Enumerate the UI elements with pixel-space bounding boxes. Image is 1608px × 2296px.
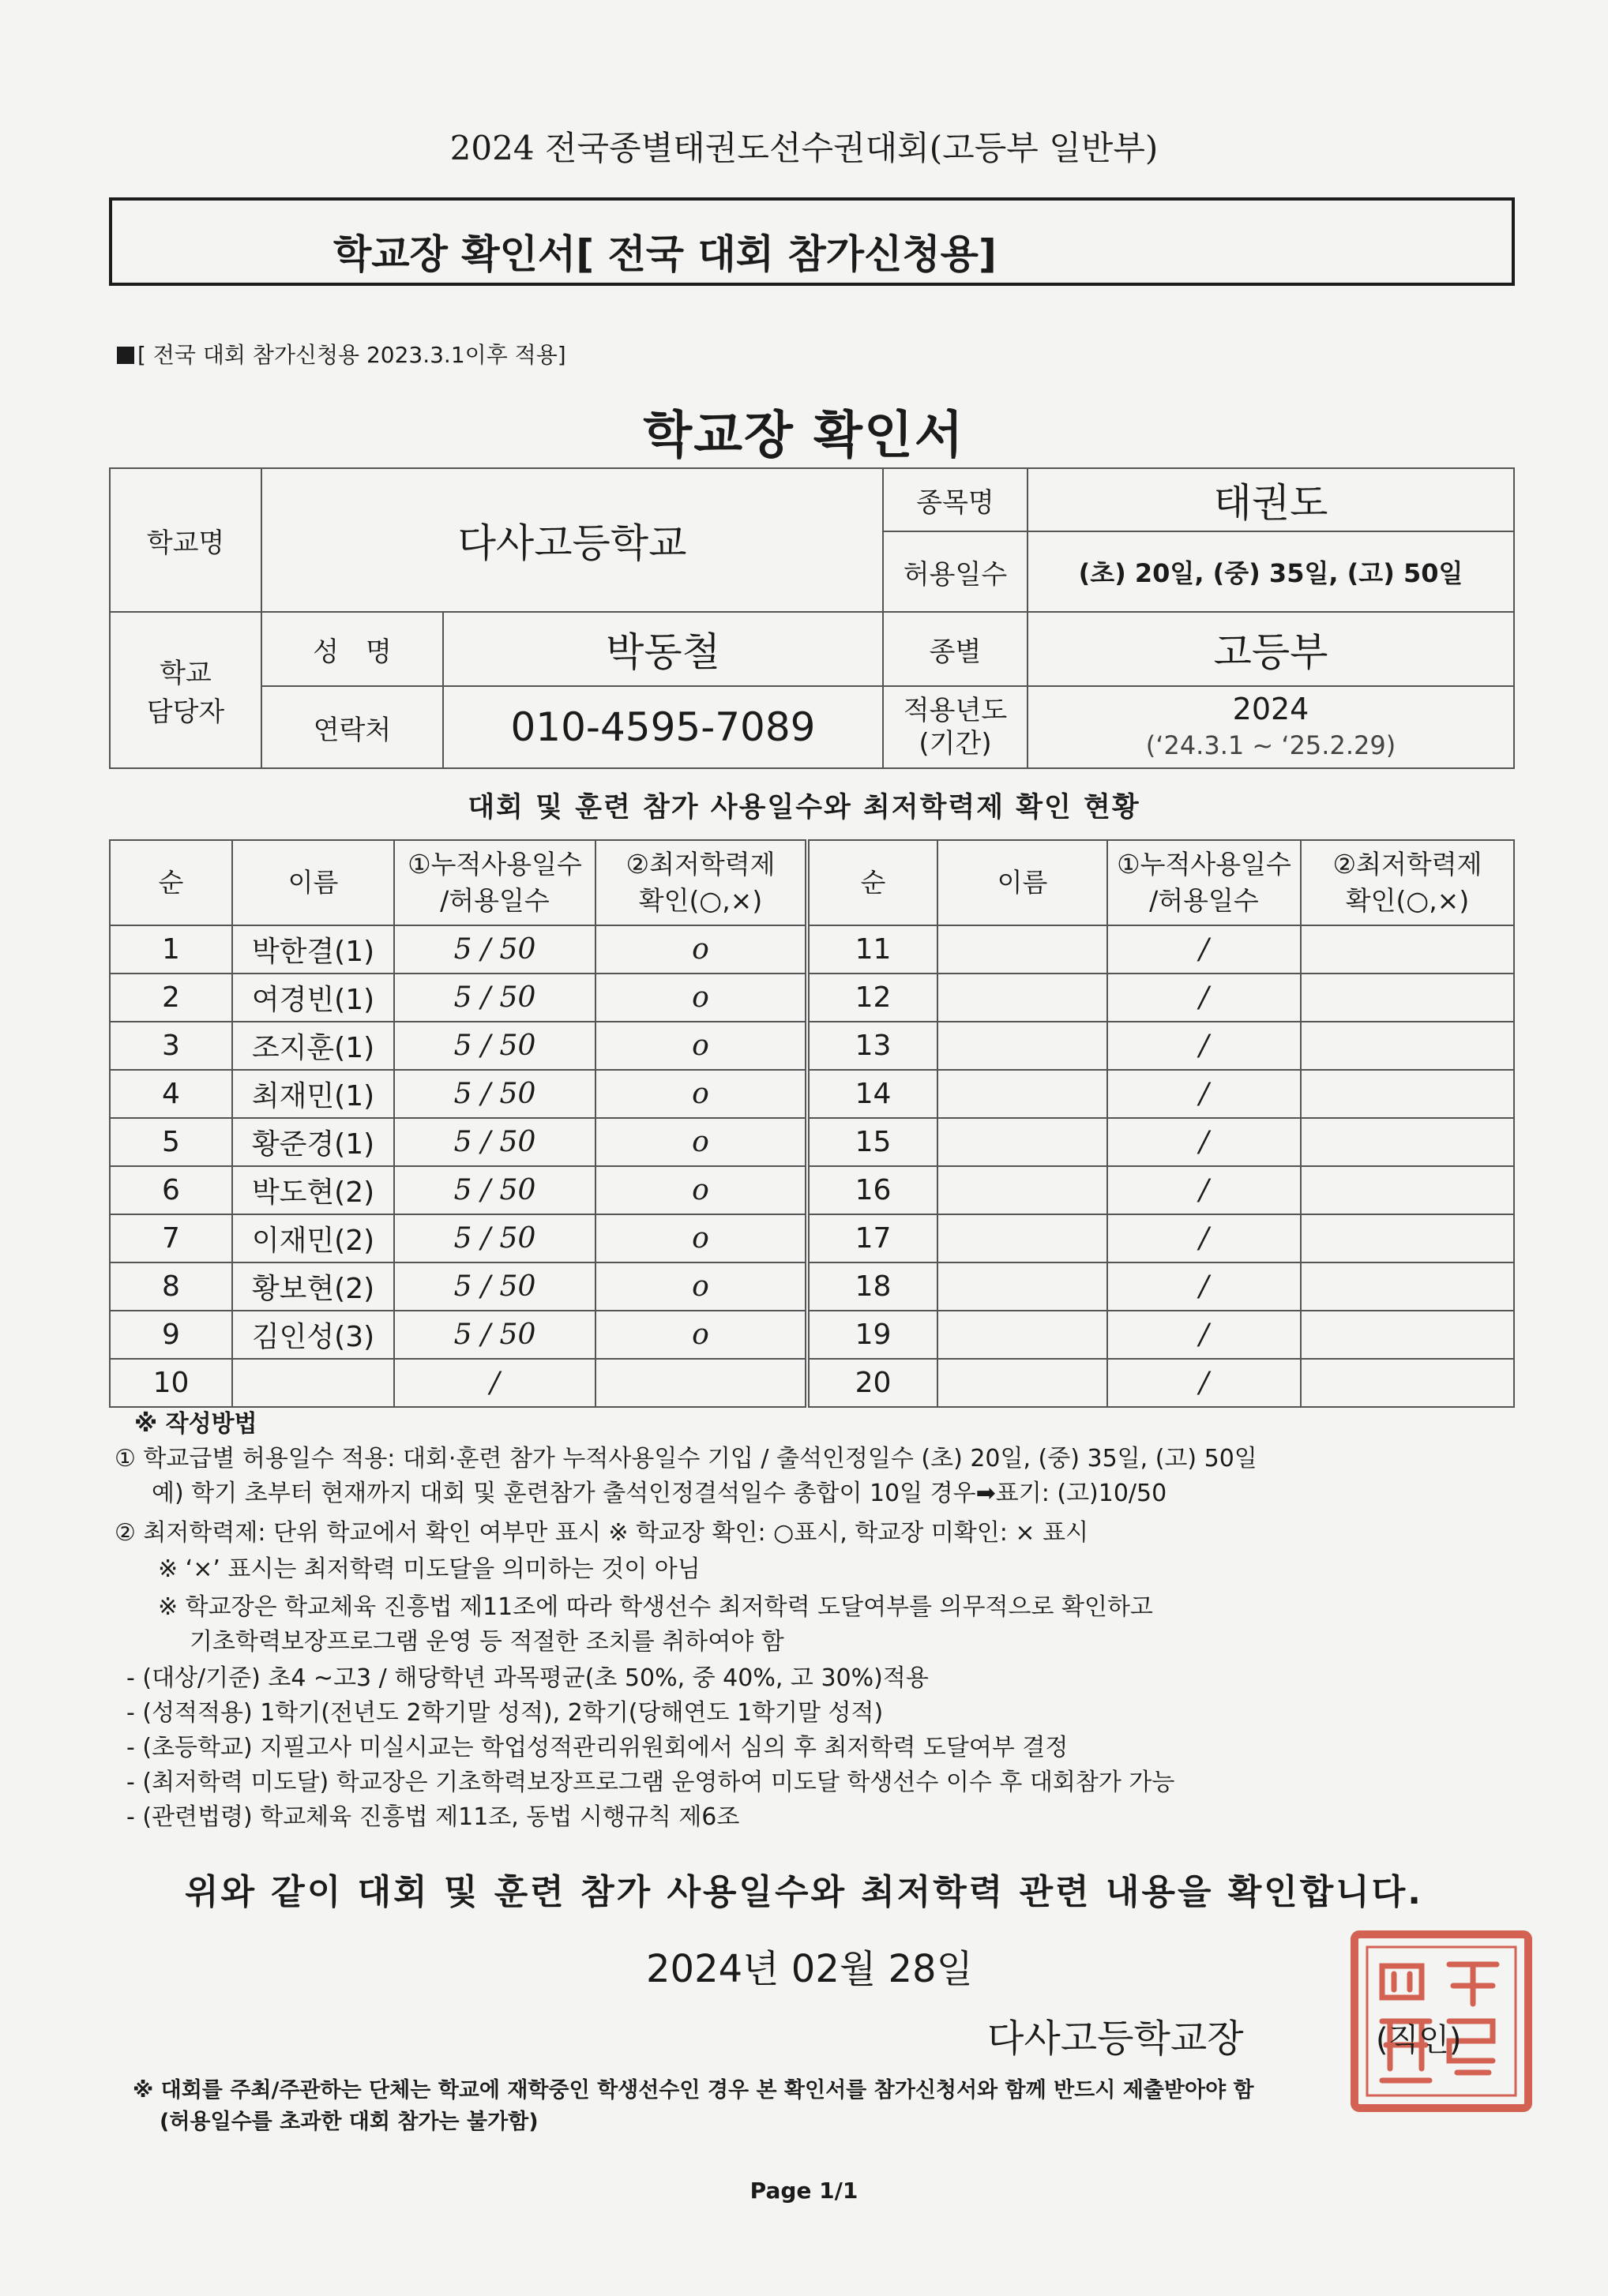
row-days: 5 / 50 xyxy=(394,1214,595,1262)
table-row xyxy=(110,1262,1514,1311)
table-row xyxy=(110,1214,1514,1262)
contact-person-label-line1: 학교 xyxy=(160,658,212,689)
row-days: / xyxy=(394,1359,595,1407)
guide-line-3: ② 최저학력제: 단위 학교에서 확인 여부만 표시 ※ 학교장 확인: ○표시, 학교장 미확인: × 표시 xyxy=(115,1519,1089,1547)
row-days: / xyxy=(1107,1214,1301,1262)
name-value: 박동철 xyxy=(443,612,883,686)
header-days-right xyxy=(1107,840,1301,925)
row-check: o xyxy=(595,1262,807,1311)
row-days: 5 / 50 xyxy=(394,1262,595,1311)
table-row xyxy=(110,1359,1514,1407)
row-no: 5 xyxy=(110,1118,232,1166)
row-name xyxy=(937,1022,1107,1070)
info-table xyxy=(109,467,1515,769)
footer-note-line1: ※ 대회를 주최/주관하는 단체는 학교에 재학중인 학생선수인 경우 본 확인서를 참가신청서와 함께 반드시 제출받아야 함 xyxy=(133,2078,1254,2103)
category-value: 고등부 xyxy=(1028,612,1514,686)
table-row xyxy=(110,1166,1514,1214)
row-name xyxy=(937,1166,1107,1214)
row-check: o xyxy=(595,1118,807,1166)
row-name xyxy=(937,925,1107,974)
row-check: o xyxy=(595,1166,807,1214)
row-no: 8 xyxy=(110,1262,232,1311)
row-name: 이재민(2) xyxy=(232,1214,394,1262)
row-days: 5 / 50 xyxy=(394,1070,595,1118)
header-academic-right xyxy=(1301,840,1514,925)
phone-value: 010-4595-7089 xyxy=(443,686,883,768)
guide-line-10: - (최저학력 미도달) 학교장은 기초학력보장프로그램 운영하여 미도달 학생선수 이수 후 대회참가 가능 xyxy=(126,1769,1175,1796)
row-no: 15 xyxy=(807,1118,937,1166)
row-days: 5 / 50 xyxy=(394,1166,595,1214)
header-days-right-line1: ①누적사용일수 xyxy=(1117,849,1291,880)
name-label: 성 명 xyxy=(261,612,443,686)
row-days: 5 / 50 xyxy=(394,974,595,1022)
applies-note xyxy=(117,338,566,370)
row-name: 최재민(1) xyxy=(232,1070,394,1118)
header-academic-right-line1: ②최저학력제 xyxy=(1332,849,1482,880)
guide-line-6: 기초학력보장프로그램 운영 등 적절한 조치를 취하여야 함 xyxy=(190,1628,784,1656)
phone-label: 연락처 xyxy=(261,686,443,768)
row-no: 3 xyxy=(110,1022,232,1070)
applies-note-text: [ 전국 대회 참가신청용 2023.3.1이후 적용] xyxy=(137,342,566,368)
page-number: Page 1/1 xyxy=(750,2178,858,2204)
row-name: 황준경(1) xyxy=(232,1118,394,1166)
header-no-right: 순 xyxy=(807,840,937,925)
row-check xyxy=(595,1359,807,1407)
header-days-line2: /허용일수 xyxy=(440,885,550,916)
competition-title: 2024 전국종별태권도선수권대회(고등부 일반부) xyxy=(449,129,1159,167)
header-days-right-line2: /허용일수 xyxy=(1149,885,1259,916)
row-no: 9 xyxy=(110,1311,232,1359)
guide-line-9: - (초등학교) 지필고사 미실시교는 학업성적관리위원회에서 심의 후 최저학력 도달여부 결정 xyxy=(126,1734,1069,1761)
row-no: 11 xyxy=(807,925,937,974)
row-no: 7 xyxy=(110,1214,232,1262)
allowed-days-label: 허용일수 xyxy=(883,531,1028,612)
contact-person-label xyxy=(110,612,261,768)
row-no: 14 xyxy=(807,1070,937,1118)
row-check xyxy=(1301,925,1514,974)
row-name xyxy=(937,1311,1107,1359)
school-value: 다사고등학교 xyxy=(261,468,883,612)
year-label-line2: (기간) xyxy=(919,728,992,760)
year-label xyxy=(883,686,1028,768)
row-no: 1 xyxy=(110,925,232,974)
guide-line-4: ※ ‘×’ 표시는 최저학력 미도달을 의미하는 것이 아님 xyxy=(158,1555,701,1583)
row-days: 5 / 50 xyxy=(394,925,595,974)
row-check: o xyxy=(595,1022,807,1070)
row-check: o xyxy=(595,1214,807,1262)
row-check xyxy=(1301,1214,1514,1262)
row-check xyxy=(1301,1118,1514,1166)
table-row xyxy=(110,1311,1514,1359)
header-name: 이름 xyxy=(232,840,394,925)
row-check: o xyxy=(595,1070,807,1118)
row-days: / xyxy=(1107,925,1301,974)
row-name: 박한결(1) xyxy=(232,925,394,974)
row-no: 17 xyxy=(807,1214,937,1262)
row-name xyxy=(937,1118,1107,1166)
row-check xyxy=(1301,1262,1514,1311)
year-cell xyxy=(1028,686,1514,768)
row-check: o xyxy=(595,974,807,1022)
header-no: 순 xyxy=(110,840,232,925)
allowed-days-value: (초) 20일, (중) 35일, (고) 50일 xyxy=(1028,531,1514,612)
table-row xyxy=(110,925,1514,974)
row-check xyxy=(1301,1311,1514,1359)
event-label: 종목명 xyxy=(883,468,1028,531)
row-days: 5 / 50 xyxy=(394,1022,595,1070)
footer-note-line2: (허용일수를 초과한 대회 참가는 불가함) xyxy=(160,2110,539,2134)
header-academic xyxy=(595,840,807,925)
main-title: 학교장 확인서 xyxy=(643,407,965,465)
row-no: 13 xyxy=(807,1022,937,1070)
row-no: 12 xyxy=(807,974,937,1022)
row-check: o xyxy=(595,1311,807,1359)
year-label-line1: 적용년도 xyxy=(903,695,1008,726)
row-no: 18 xyxy=(807,1262,937,1311)
square-bullet-icon xyxy=(117,347,134,364)
guide-heading: ※ 작성방법 xyxy=(134,1410,257,1438)
row-days: 5 / 50 xyxy=(394,1311,595,1359)
header-days-line1: ①누적사용일수 xyxy=(408,849,582,880)
row-check: o xyxy=(595,925,807,974)
row-no: 16 xyxy=(807,1166,937,1214)
row-days: 5 / 50 xyxy=(394,1118,595,1166)
row-name xyxy=(937,1262,1107,1311)
row-no: 20 xyxy=(807,1359,937,1407)
year-value: 2024 xyxy=(1232,692,1309,726)
row-no: 6 xyxy=(110,1166,232,1214)
row-name: 황보현(2) xyxy=(232,1262,394,1311)
title-box xyxy=(109,197,1515,286)
table-row xyxy=(110,1022,1514,1070)
row-check xyxy=(1301,1022,1514,1070)
row-name xyxy=(937,974,1107,1022)
footer-note xyxy=(133,2075,1254,2138)
school-label: 학교명 xyxy=(110,468,261,612)
category-label: 종별 xyxy=(883,612,1028,686)
row-no: 2 xyxy=(110,974,232,1022)
row-days: / xyxy=(1107,974,1301,1022)
row-no: 10 xyxy=(110,1359,232,1407)
guide-line-8: - (성적적용) 1학기(전년도 2학기말 성적), 2학기(당해연도 1학기말 성적) xyxy=(126,1699,884,1727)
row-days: / xyxy=(1107,1359,1301,1407)
guide-line-1: ① 학교급별 허용일수 적용: 대회·훈련 참가 누적사용일수 기입 / 출석인정일수 (초) 20일, (중) 35일, (고) 50일 xyxy=(115,1445,1257,1473)
row-name xyxy=(232,1359,394,1407)
header-academic-right-line2: 확인(○,×) xyxy=(1345,885,1470,916)
table-row xyxy=(110,974,1514,1022)
principal-signature-line: 다사고등학교장 xyxy=(987,2017,1244,2061)
row-days: / xyxy=(1107,1022,1301,1070)
roster-header-row xyxy=(110,840,1514,925)
guide-line-5: ※ 학교장은 학교체육 진흥법 제11조에 따라 학생선수 최저학력 도달여부를 의무적으로 확인하고 xyxy=(158,1593,1153,1621)
row-name xyxy=(937,1359,1107,1407)
seal-label: (직인) xyxy=(1376,2022,1462,2058)
row-check xyxy=(1301,1359,1514,1407)
row-days: / xyxy=(1107,1262,1301,1311)
row-days: / xyxy=(1107,1166,1301,1214)
row-name xyxy=(937,1070,1107,1118)
row-days: / xyxy=(1107,1118,1301,1166)
header-days xyxy=(394,840,595,925)
event-value: 태권도 xyxy=(1028,468,1514,531)
row-days: / xyxy=(1107,1311,1301,1359)
guide-line-11: - (관련법령) 학교체육 진흥법 제11조, 동법 시행규칙 제6조 xyxy=(126,1803,740,1831)
confirm-statement: 위와 같이 대회 및 훈련 참가 사용일수와 최저학력 관련 내용을 확인합니다. xyxy=(184,1872,1423,1912)
row-name xyxy=(937,1214,1107,1262)
table-row xyxy=(110,1118,1514,1166)
row-days: / xyxy=(1107,1070,1301,1118)
header-academic-line1: ②최저학력제 xyxy=(626,849,776,880)
title-box-text: 학교장 확인서[ 전국 대회 참가신청용] xyxy=(333,231,997,277)
row-name: 조지훈(1) xyxy=(232,1022,394,1070)
row-no: 4 xyxy=(110,1070,232,1118)
row-check xyxy=(1301,1166,1514,1214)
signing-date: 2024년 02월 28일 xyxy=(646,1947,973,1991)
table-row xyxy=(110,1070,1514,1118)
roster-table xyxy=(109,839,1515,1408)
guide-line-2: 예) 학기 초부터 현재까지 대회 및 훈련참가 출석인정결석일수 총합이 10일 경우➡표기: (고)10/50 xyxy=(152,1480,1167,1507)
row-name: 여경빈(1) xyxy=(232,974,394,1022)
row-name: 박도현(2) xyxy=(232,1166,394,1214)
row-name: 김인성(3) xyxy=(232,1311,394,1359)
contact-person-label-line2: 담당자 xyxy=(146,696,225,728)
year-period: (‘24.3.1 ~ ‘25.2.29) xyxy=(1145,730,1396,760)
header-name-right: 이름 xyxy=(937,840,1107,925)
status-title: 대회 및 훈련 참가 사용일수와 최저학력제 확인 현황 xyxy=(468,792,1140,823)
header-academic-line2: 확인(○,×) xyxy=(638,885,763,916)
row-check xyxy=(1301,1070,1514,1118)
row-check xyxy=(1301,974,1514,1022)
row-no: 19 xyxy=(807,1311,937,1359)
guide-line-7: - (대상/기준) 초4 ~고3 / 해당학년 과목평균(초 50%, 중 40%, 고 30%)적용 xyxy=(126,1664,929,1692)
